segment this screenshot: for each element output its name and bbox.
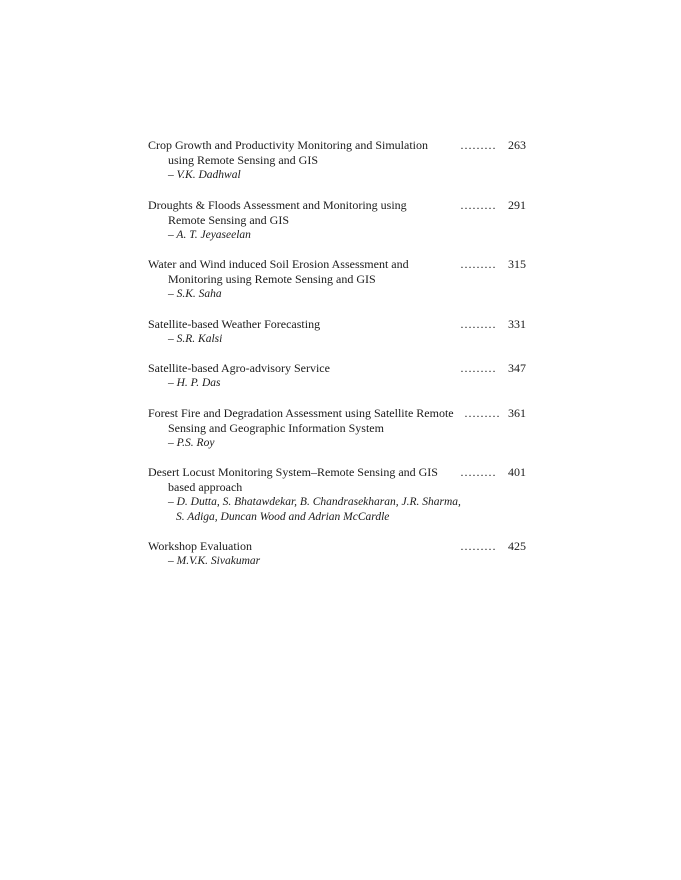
page-number: 425 (508, 539, 526, 553)
entry-title: Satellite-based Weather Forecasting (148, 316, 321, 331)
entry-title: Satellite-based Agro-advisory Service (148, 361, 330, 375)
toc-entry[interactable] (148, 198, 538, 243)
dot-leader: ……… (460, 257, 496, 271)
entry-author: – D. Dutta, S. Bhatawdekar, B. Chandrasekharan, J.R. Sharma, (168, 496, 461, 508)
page-number: 401 (508, 465, 526, 479)
toc-entry[interactable] (148, 406, 538, 451)
entry-author: – H. P. Das (168, 377, 221, 389)
page-number: 347 (508, 361, 526, 375)
entry-title: Forest Fire and Degradation Assessment using Satellite Remote (148, 405, 454, 420)
entry-author: – S.R. Kalsi (168, 332, 223, 345)
page-number: 263 (508, 138, 526, 152)
entry-title-continuation: based approach (168, 480, 243, 494)
entry-author: – V.K. Dadhwal (168, 169, 241, 181)
toc-entry[interactable] (148, 465, 538, 524)
table-of-contents (148, 138, 538, 584)
page-number: 315 (508, 257, 526, 271)
entry-title: Water and Wind induced Soil Erosion Assessment and (148, 257, 409, 271)
entry-title-continuation: Monitoring using Remote Sensing and GIS (168, 272, 376, 286)
dot-leader: ……… (460, 465, 496, 479)
dot-leader: ……… (460, 316, 496, 331)
entry-title: Workshop Evaluation (148, 539, 253, 553)
entry-title-continuation: Sensing and Geographic Information System (168, 420, 384, 435)
entry-author-continuation: S. Adiga, Duncan Wood and Adrian McCardle (176, 510, 390, 523)
dot-leader: ……… (460, 138, 496, 152)
dot-leader: ……… (464, 405, 500, 420)
entry-title-continuation: using Remote Sensing and GIS (168, 153, 318, 167)
dot-leader: ……… (460, 539, 496, 553)
entry-title: Droughts & Floods Assessment and Monitoring using (148, 197, 407, 212)
dot-leader: ……… (460, 361, 496, 375)
page-number: 331 (508, 316, 526, 331)
entry-author: – S.K. Saha (168, 288, 222, 300)
page-number: 291 (508, 197, 526, 212)
page-number: 361 (508, 405, 526, 420)
entry-author: – P.S. Roy (168, 436, 215, 449)
toc-entry[interactable] (148, 317, 538, 347)
toc-entry[interactable] (148, 257, 538, 302)
entry-author: – M.V.K. Sivakumar (168, 555, 261, 567)
entry-title-continuation: Remote Sensing and GIS (168, 212, 289, 227)
entry-title: Desert Locust Monitoring System–Remote Sensing and GIS (148, 465, 438, 479)
toc-entry[interactable] (148, 138, 538, 183)
entry-title: Crop Growth and Productivity Monitoring and Simulation (148, 138, 428, 152)
entry-author: – A. T. Jeyaseelan (168, 228, 251, 241)
dot-leader: ……… (460, 197, 496, 212)
toc-entry[interactable] (148, 361, 538, 391)
toc-entry[interactable] (148, 539, 538, 569)
